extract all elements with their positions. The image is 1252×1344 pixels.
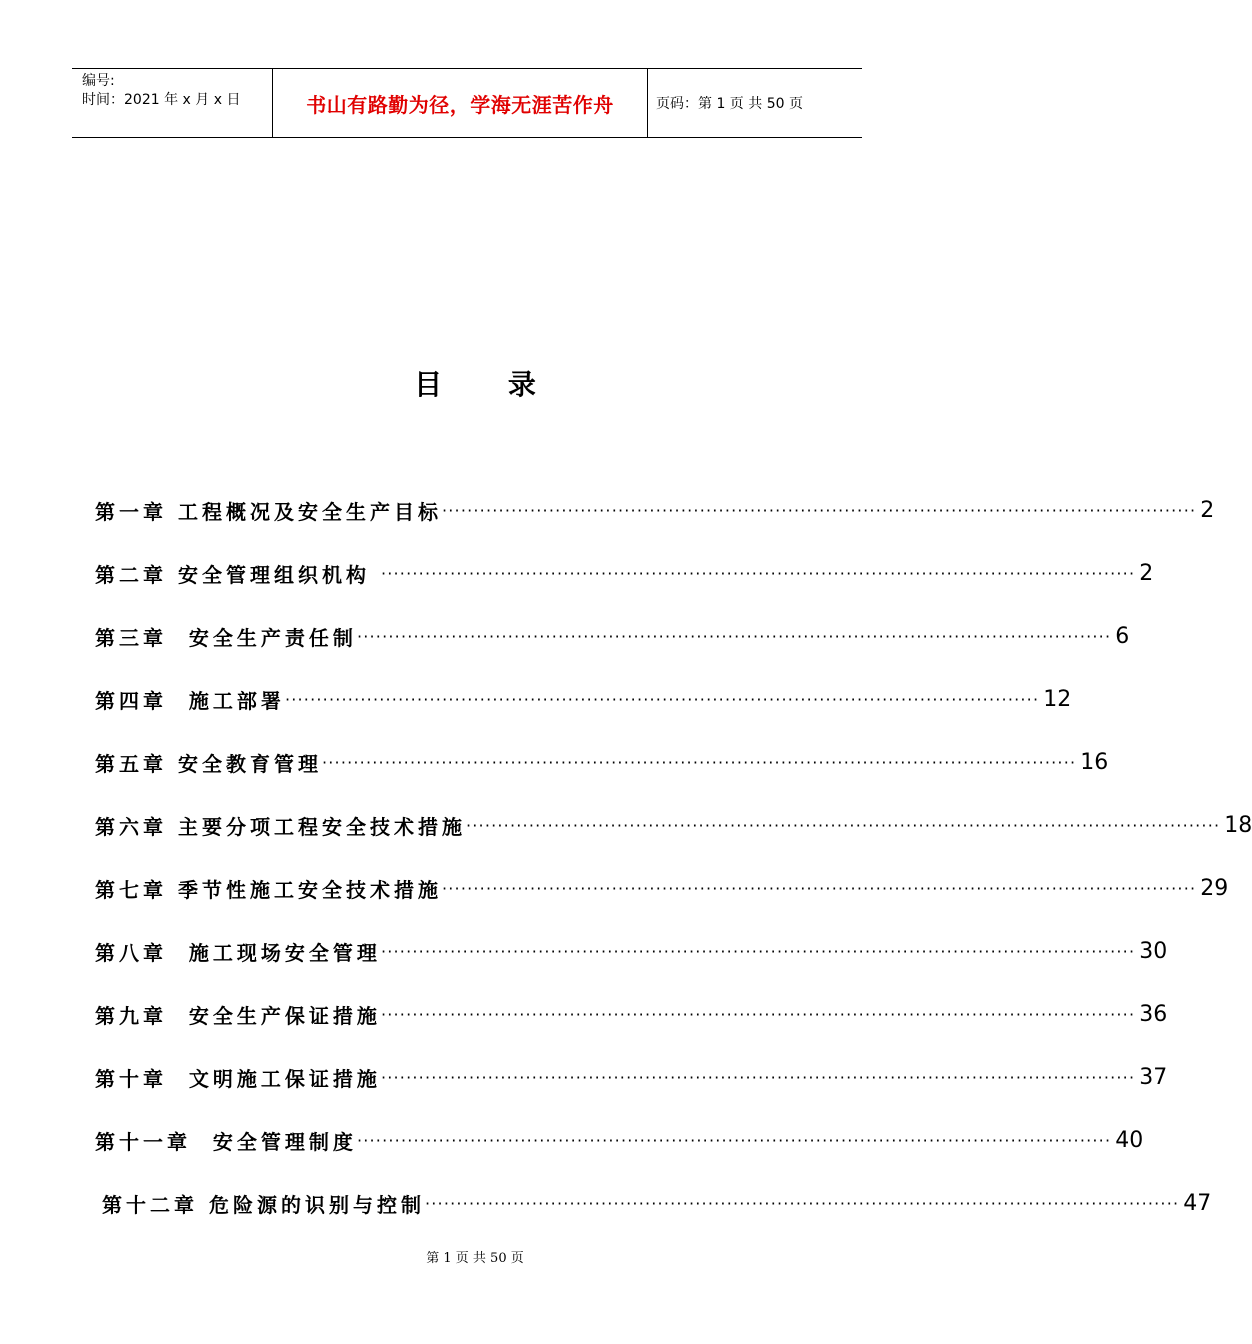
toc-entry-label: 第十章 文明施工保证措施 <box>95 1066 381 1091</box>
toc-entry-label: 第五章 安全教育管理 <box>95 751 322 776</box>
toc-leader-dots: ························································································································ <box>380 1004 1136 1024</box>
toc-entry[interactable] <box>102 1186 1212 1220</box>
toc-entry-page: 16 <box>1080 749 1109 775</box>
toc-entry[interactable] <box>95 1060 1168 1094</box>
toc-leader-dots: ························································································································ <box>284 689 1040 709</box>
toc-entry-label: 第十一章 安全管理制度 <box>95 1129 357 1154</box>
toc-leader-dots: ························································································································ <box>380 1067 1136 1087</box>
header-page-info: 页码：第 1 页 共 50 页 <box>656 96 803 112</box>
toc-entry-page: 2 <box>1139 560 1154 586</box>
toc-entry-label: 第二章 安全管理组织机构 <box>95 562 381 587</box>
toc-leader-dots: ························································································································ <box>441 500 1197 520</box>
toc-entry-page: 36 <box>1139 1001 1168 1027</box>
toc-entry-page: 6 <box>1115 623 1130 649</box>
toc-entry-label: 第八章 施工现场安全管理 <box>95 940 381 965</box>
toc-entry-page: 18 <box>1224 812 1252 838</box>
toc-entry-label: 第四章 施工部署 <box>95 688 285 713</box>
toc-entry[interactable] <box>95 1123 1144 1157</box>
toc-entry[interactable] <box>95 934 1168 968</box>
toc-entry-label: 第十二章 危险源的识别与控制 <box>102 1192 425 1217</box>
toc-entry-label: 第六章 主要分项工程安全技术措施 <box>95 814 466 839</box>
toc-leader-dots: ························································································································ <box>380 563 1136 583</box>
page-footer: 第 1 页 共 50 页 <box>426 1251 524 1266</box>
toc-entry-page: 2 <box>1200 497 1215 523</box>
toc-entry-page: 30 <box>1139 938 1168 964</box>
toc-entry-page: 40 <box>1115 1127 1144 1153</box>
toc-entry[interactable] <box>95 556 1154 590</box>
header-motto: 书山有路勤为径，学海无涯苦作舟 <box>273 69 648 137</box>
toc-leader-dots: ························································································································ <box>380 941 1136 961</box>
toc-entry-label: 第一章 工程概况及安全生产目标 <box>95 499 442 524</box>
toc-leader-dots: ························································································································ <box>321 752 1077 772</box>
toc-entry-label: 第七章 季节性施工安全技术措施 <box>95 877 442 902</box>
toc-entry-label: 第九章 安全生产保证措施 <box>95 1003 381 1028</box>
toc-title: 目 录 <box>414 368 564 401</box>
toc-entry[interactable] <box>95 493 1215 527</box>
toc-entry[interactable] <box>95 682 1072 716</box>
toc-leader-dots: ························································································································ <box>465 815 1221 835</box>
toc-entry[interactable] <box>95 745 1109 779</box>
toc-entry-label: 第三章 安全生产责任制 <box>95 625 357 650</box>
toc-entry[interactable] <box>95 871 1229 905</box>
toc-leader-dots: ························································································································ <box>356 626 1112 646</box>
toc-entry-page: 37 <box>1139 1064 1168 1090</box>
toc-entry-page: 12 <box>1043 686 1072 712</box>
document-time-label: 时间：2021 年 x 月 x 日 <box>82 92 241 108</box>
document-number-label: 编号: <box>82 73 115 89</box>
toc-entry-page: 47 <box>1183 1190 1212 1216</box>
toc-entry[interactable] <box>95 619 1130 653</box>
toc-leader-dots: ························································································································ <box>356 1130 1112 1150</box>
toc-entry[interactable] <box>95 808 1252 842</box>
toc-leader-dots: ························································································································ <box>424 1193 1180 1213</box>
toc-entry-page: 29 <box>1200 875 1229 901</box>
toc-leader-dots: ························································································································ <box>441 878 1197 898</box>
toc-entry[interactable] <box>95 997 1168 1031</box>
